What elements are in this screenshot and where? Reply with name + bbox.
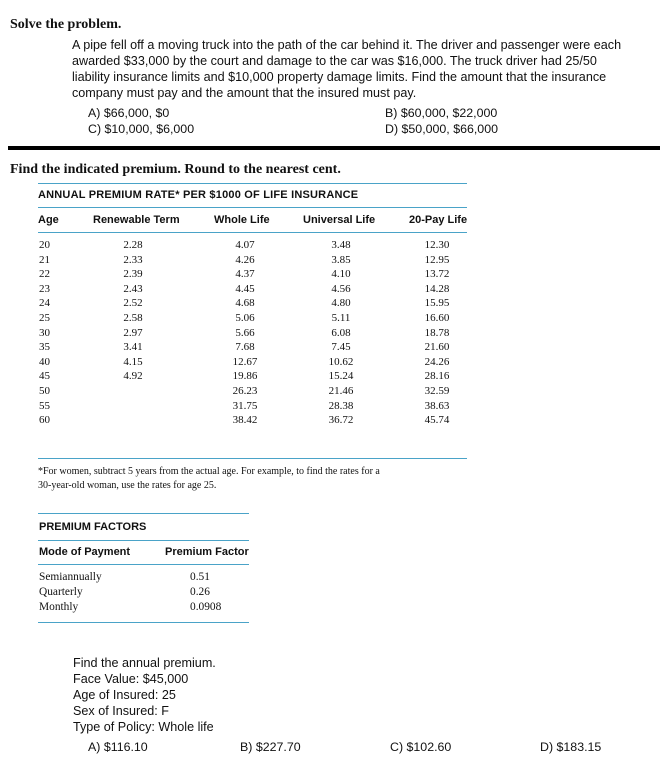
- col-header-renewable-term: Renewable Term: [93, 214, 180, 226]
- universal-life-cell: 36.72: [328, 414, 354, 427]
- pf-factor-cell: 0.0908: [190, 601, 222, 613]
- whole-life-cell: 5.66: [235, 326, 255, 339]
- age-cell: 24: [39, 297, 50, 310]
- question-line: Find the annual premium.: [73, 656, 216, 670]
- whole-life-cell: 38.42: [232, 414, 258, 427]
- renewable-term-cell: 2.58: [123, 311, 143, 324]
- renewable-term-column: [113, 238, 153, 384]
- 20-pay-life-cell: 12.95: [424, 253, 450, 266]
- whole-life-cell: 4.45: [235, 282, 255, 295]
- problem2-question: [73, 655, 216, 735]
- footnote-line: 30-year-old woman, use the rates for age 25.: [38, 480, 217, 491]
- age-cell: 20: [39, 239, 50, 251]
- whole-life-cell: 5.06: [235, 311, 255, 324]
- 20-pay-life-cell: 38.63: [424, 399, 450, 412]
- col-header-20-pay-life: 20-Pay Life: [409, 214, 468, 226]
- pf-header-rule: [38, 564, 249, 565]
- table-title-rule: [38, 207, 467, 208]
- pf-mode-cell: Semiannually: [39, 571, 102, 583]
- pf-factor-cell: 0.26: [190, 586, 210, 598]
- renewable-term-cell: 4.15: [123, 355, 143, 368]
- col-header-whole-life: Whole Life: [214, 214, 270, 226]
- universal-life-cell: 3.48: [331, 239, 351, 251]
- renewable-term-cell: 2.39: [123, 268, 143, 281]
- problem1-choice-a[interactable]: A) $66,000, $0: [88, 106, 170, 120]
- whole-life-cell: 7.68: [235, 341, 255, 354]
- universal-life-cell: 15.24: [328, 370, 354, 383]
- 20-pay-life-cell: 32.59: [424, 384, 450, 397]
- 20-pay-life-cell: 21.60: [424, 341, 450, 354]
- 20-pay-life-cell: 13.72: [424, 268, 450, 281]
- renewable-term-cell: 2.28: [123, 239, 143, 251]
- whole-life-cell: 31.75: [232, 399, 258, 412]
- question-line: Age of Insured: 25: [73, 688, 176, 702]
- whole-life-cell: 4.07: [235, 239, 255, 251]
- question-line: Face Value: $45,000: [73, 672, 189, 686]
- universal-life-cell: 4.56: [331, 282, 351, 295]
- 20-pay-life-cell: 28.16: [424, 370, 450, 383]
- age-column: [39, 238, 50, 428]
- pf-bottom-rule: [38, 622, 249, 623]
- problem1-header: Solve the problem.: [10, 17, 122, 32]
- whole-life-cell: 4.68: [235, 297, 255, 310]
- problem2-choice-c[interactable]: C) $102.60: [390, 740, 452, 754]
- pf-mode-column: [39, 570, 102, 615]
- 20-pay-life-cell: 16.60: [424, 311, 450, 324]
- problem2-choice-d[interactable]: D) $183.15: [540, 740, 602, 754]
- universal-life-cell: 4.80: [331, 297, 351, 310]
- universal-life-cell: 7.45: [331, 341, 351, 354]
- question-line: Sex of Insured: F: [73, 704, 169, 718]
- 20-pay-life-cell: 24.26: [424, 355, 450, 368]
- age-cell: 60: [39, 414, 50, 427]
- table-header-rule: [38, 232, 467, 233]
- rate-table-title: ANNUAL PREMIUM RATE* PER $1000 OF LIFE INSURANCE: [38, 189, 359, 201]
- problem1-line: liability insurance limits and $10,000 property damage limits. Find the amount that the insurance: [72, 70, 607, 84]
- table-bottom-rule: [38, 458, 467, 459]
- universal-life-cell: 4.10: [331, 268, 351, 281]
- 20-pay-life-cell: 15.95: [424, 297, 450, 310]
- col-header-universal-life: Universal Life: [303, 214, 376, 226]
- problem1-line: A pipe fell off a moving truck into the path of the car behind it. The driver and passenger were each: [72, 38, 622, 52]
- whole-life-cell: 19.86: [232, 370, 258, 383]
- age-cell: 40: [39, 355, 50, 368]
- problem1-choice-b[interactable]: B) $60,000, $22,000: [385, 106, 498, 120]
- renewable-term-cell: 2.97: [123, 326, 143, 339]
- footnote-line: *For women, subtract 5 years from the actual age. For example, to find the rates for a: [38, 466, 380, 477]
- problem1-choice-d[interactable]: D) $50,000, $66,000: [385, 122, 498, 136]
- 20-pay-life-column: [414, 238, 460, 428]
- universal-life-cell: 28.38: [328, 399, 354, 412]
- pf-top-rule: [38, 513, 249, 514]
- problem2-header: Find the indicated premium. Round to the nearest cent.: [10, 162, 341, 177]
- col-header-age: Age: [38, 214, 59, 226]
- pf-mode-cell: Monthly: [39, 601, 79, 613]
- renewable-term-cell: 2.33: [123, 253, 143, 266]
- whole-life-cell: 12.67: [232, 355, 258, 368]
- 20-pay-life-cell: 12.30: [424, 239, 450, 251]
- question-line: Type of Policy: Whole life: [73, 720, 214, 734]
- universal-life-cell: 6.08: [331, 326, 351, 339]
- 20-pay-life-cell: 18.78: [424, 326, 450, 339]
- renewable-term-cell: 2.43: [123, 282, 143, 295]
- universal-life-cell: 10.62: [328, 355, 354, 368]
- universal-life-cell: 21.46: [328, 384, 354, 397]
- pf-title-rule: [38, 540, 249, 541]
- age-cell: 55: [39, 399, 50, 412]
- problem1-choice-c[interactable]: C) $10,000, $6,000: [88, 122, 195, 136]
- universal-life-cell: 5.11: [331, 311, 351, 324]
- age-cell: 21: [39, 253, 50, 266]
- whole-life-cell: 4.26: [235, 253, 255, 266]
- universal-life-cell: 3.85: [331, 253, 351, 266]
- renewable-term-cell: 3.41: [123, 341, 143, 354]
- age-cell: 23: [39, 282, 50, 295]
- pf-header-mode: Mode of Payment: [39, 546, 131, 558]
- renewable-term-cell: 4.92: [123, 370, 143, 383]
- universal-life-column: [318, 238, 364, 428]
- age-cell: 22: [39, 268, 50, 281]
- whole-life-cell: 4.37: [235, 268, 255, 281]
- 20-pay-life-cell: 14.28: [424, 282, 450, 295]
- problem2-choice-a[interactable]: A) $116.10: [88, 740, 148, 754]
- table-top-rule: [38, 183, 467, 184]
- whole-life-column: [222, 238, 268, 428]
- age-cell: 30: [39, 326, 50, 339]
- pf-header-factor: Premium Factor: [165, 546, 249, 558]
- pf-factor-cell: 0.51: [190, 571, 210, 583]
- problem1-line: awarded $33,000 by the court and damage to the car was $16,000. The truck driver had 25/50: [72, 54, 597, 68]
- age-cell: 35: [39, 341, 50, 354]
- problem2-choice-b[interactable]: B) $227.70: [240, 740, 301, 754]
- section-divider: [8, 146, 660, 150]
- age-cell: 45: [39, 370, 50, 383]
- premium-factors-title: PREMIUM FACTORS: [39, 521, 147, 533]
- problem1-line: company must pay and the amount that the insured must pay.: [72, 86, 417, 100]
- renewable-term-cell: 2.52: [123, 297, 143, 310]
- pf-factor-column: [190, 570, 221, 615]
- whole-life-cell: 26.23: [232, 384, 258, 397]
- age-cell: 50: [39, 384, 50, 397]
- age-cell: 25: [39, 311, 50, 324]
- problem1-text: [72, 37, 662, 101]
- rate-table-footnote: [38, 465, 468, 493]
- pf-mode-cell: Quarterly: [39, 586, 83, 598]
- 20-pay-life-cell: 45.74: [424, 414, 450, 427]
